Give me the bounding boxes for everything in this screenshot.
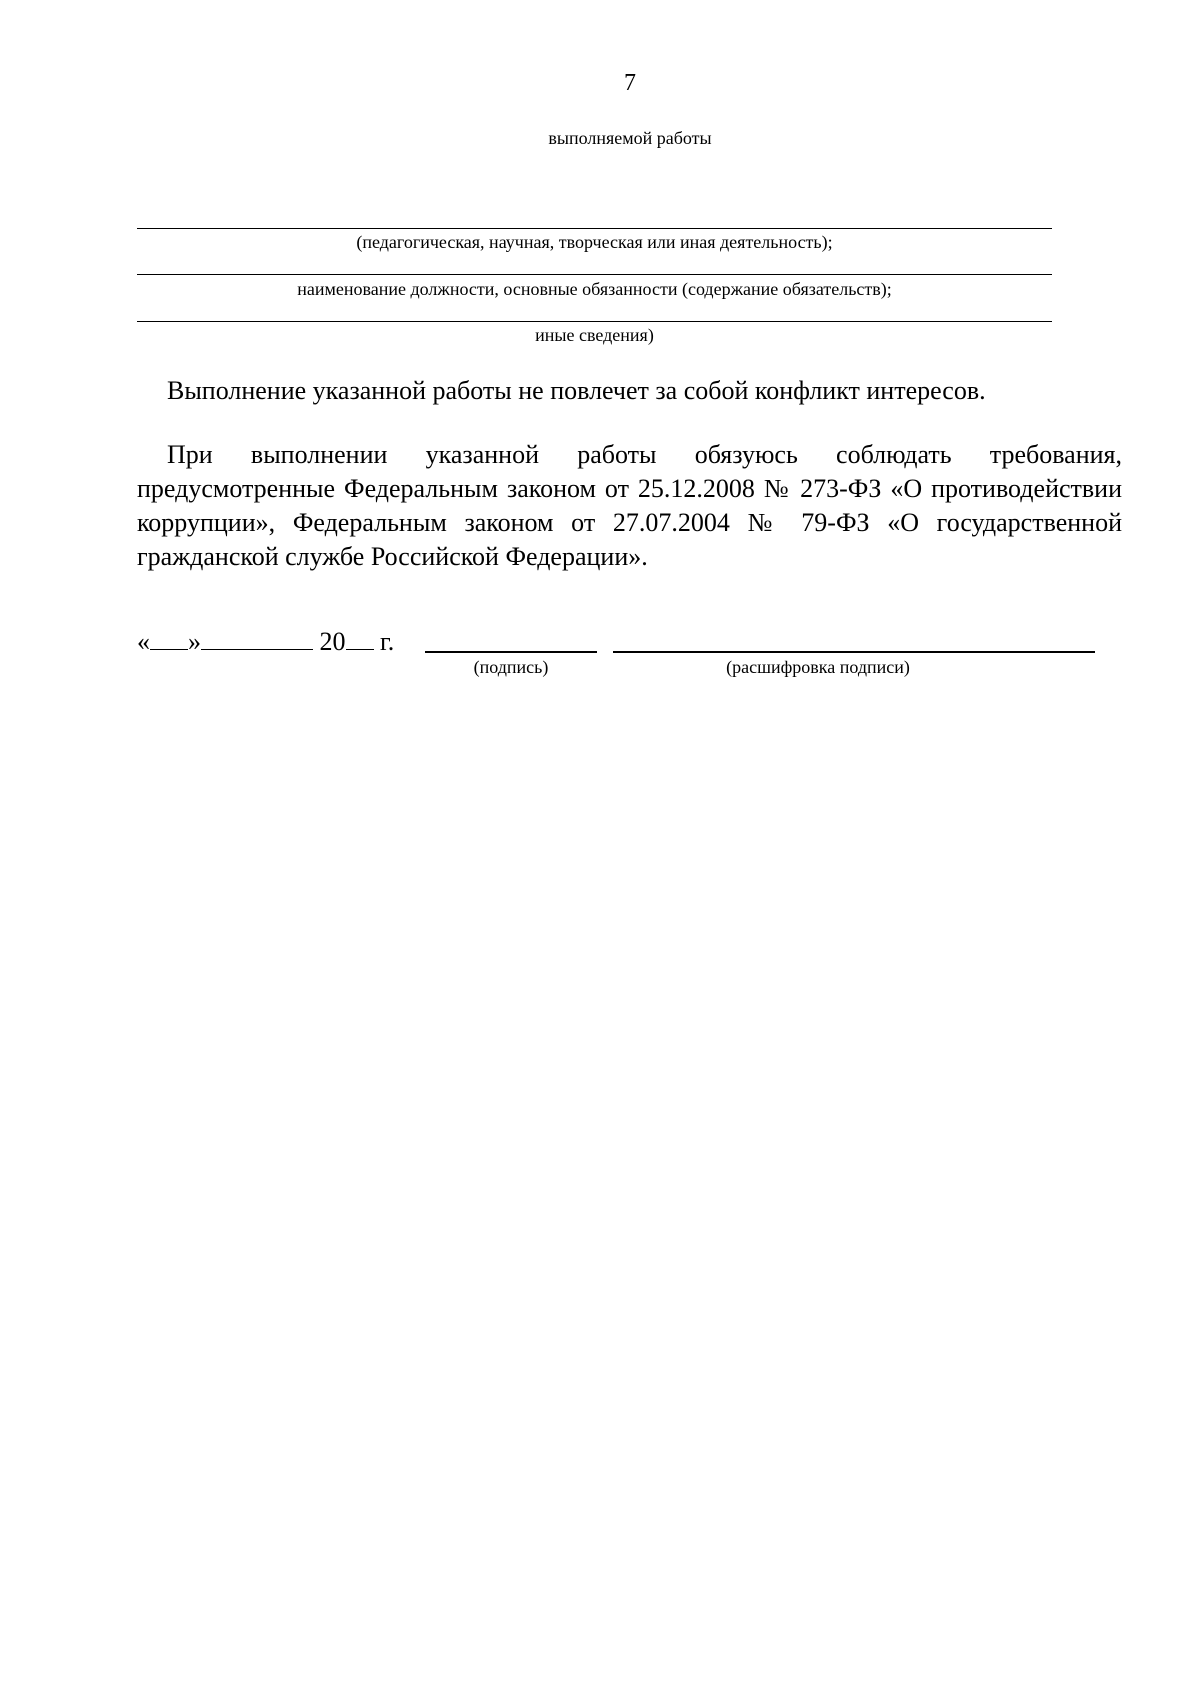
year-blank (346, 625, 374, 650)
fill-line-1 (137, 228, 1052, 229)
close-quote: » (188, 627, 201, 656)
month-blank (201, 625, 313, 650)
date-signature-line (137, 625, 394, 657)
day-blank (150, 625, 188, 650)
header-line: выполняемой работы (548, 128, 712, 148)
paragraph-obligation: При выполнении указанной работы обязуюсь соблюдать требования, предусмотренные Федеральным законом от 25.12.2008 № 273-ФЗ «О противодействии коррупции», Федеральным законом от 27.07.2004 № 79-ФЗ «О государственной гражданской службе Российской Федерации». (137, 440, 1122, 571)
fill-line-3 (137, 321, 1052, 322)
caption-activity: (педагогическая, научная, творческая или иная деятельность); (356, 232, 833, 252)
decode-caption: (расшифровка подписи) (726, 657, 910, 677)
page-number: 7 (624, 70, 636, 96)
paragraph-no-conflict: Выполнение указанной работы не повлечет за собой конфликт интересов. (167, 376, 986, 405)
signature-blank (425, 651, 597, 653)
year-prefix: 20 (319, 627, 346, 656)
open-quote: « (137, 627, 150, 656)
year-suffix: г. (380, 627, 395, 656)
signature-decode-blank (613, 651, 1095, 653)
caption-other: иные сведения) (535, 325, 654, 345)
signature-caption: (подпись) (473, 657, 549, 677)
caption-position: наименование должности, основные обязанности (содержание обязательств); (297, 279, 892, 299)
fill-line-2 (137, 274, 1052, 275)
